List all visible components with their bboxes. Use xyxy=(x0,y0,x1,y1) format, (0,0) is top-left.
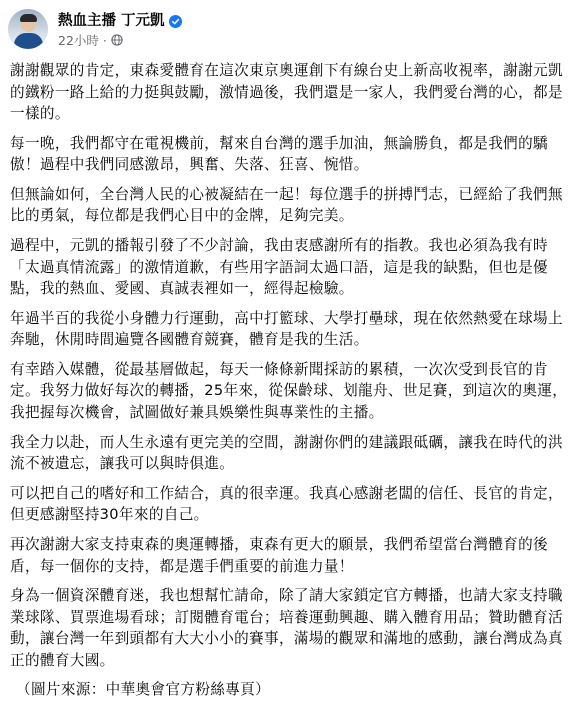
author-name[interactable]: 熱血主播 丁元凱 xyxy=(58,12,165,29)
post-paragraph: 每一晚，我們都守在電視機前，幫來自台灣的選手加油，無論勝負，都是我們的驕傲！過程中我們同感激昂，興奮、失落、狂喜、惋惜。 xyxy=(10,134,548,174)
post-paragraph: 過程中，元凱的播報引發了不少討論，我由衷感謝所有的指教。我也必須為我有時「太過真情流露」的激情道歉，有些用字語詞太過口語，這是我的缺點，但也是優點，我的熱血、愛國、真誠表裡如一，經得起檢驗。 xyxy=(10,237,548,298)
image-source-credit: （圖片來源：中華奧會官方粉絲專頁） xyxy=(16,681,271,699)
post-timestamp[interactable]: 22小時 xyxy=(58,33,99,48)
author-row xyxy=(58,9,182,29)
post-paragraph: 但無論如何，全台灣人民的心被凝結在一起！每位選手的拼搏鬥志，已經給了我們無比的勇氣，每位都是我們心目中的金牌，足夠完美。 xyxy=(10,185,563,225)
post-paragraph: 我全力以赴，而人生永遠有更完美的空間，謝謝你們的建議跟砥礪，讓我在時代的洪流不被遺忘，讓我可以與時俱進。 xyxy=(10,433,563,473)
post-meta xyxy=(58,9,182,49)
post-paragraph: 可以把自己的嗜好和工作結合，真的很幸運。我真心感謝老闆的信任、長官的肯定，但更感謝堅持30年來的自己。 xyxy=(10,484,563,524)
author-avatar[interactable] xyxy=(8,9,48,49)
meta-separator: · xyxy=(102,32,107,48)
post-paragraph: 身為一個資深體育迷，我也想幫忙請命，除了請大家鎖定官方轉播，也請大家支持職業球隊、買票進場看球；訂閱體育電台；培養運動興趣、購入體育用品；贊助體育活動，讓台灣一年到頭都有大大小小的賽事，滿場的觀眾和滿地的感動，讓台灣成為真正的體育大國。 xyxy=(10,587,563,669)
verified-badge-icon xyxy=(169,13,182,26)
globe-icon xyxy=(111,34,123,46)
post-time-row xyxy=(58,31,182,49)
post-body xyxy=(10,60,570,701)
post-paragraph: 有幸踏入媒體，從最基層做起，每天一條條新聞採訪的累積，一次次受到長官的肯定。我努力做好每次的轉播，25年來，從保齡球、划龍舟、世足賽，到這次的奧運，我把握每次機會，試圖做好兼具娛樂性與專業性的主播。 xyxy=(10,360,568,421)
post-header xyxy=(8,6,182,52)
post-paragraph: 謝謝觀眾的肯定，東森愛體育在這次東京奧運創下有線台史上新高收視率，謝謝元凱的鐵粉一路上給的力挺與鼓勵，激情過後，我們還是一家人，我們愛台灣的心，都是一樣的。 xyxy=(10,62,563,122)
post-paragraph: 再次謝謝大家支持東森的奧運轉播，東森有更大的願景，我們希望當台灣體育的後盾，每一個你的支持，都是選手們重要的前進力量！ xyxy=(10,536,548,575)
post-paragraph: 年過半百的我從小身體力行運動，高中打籃球、大學打壘球，現在依然熱愛在球場上奔馳，休閒時間遍覽各國體育競賽，體育是我的生活。 xyxy=(10,309,563,349)
